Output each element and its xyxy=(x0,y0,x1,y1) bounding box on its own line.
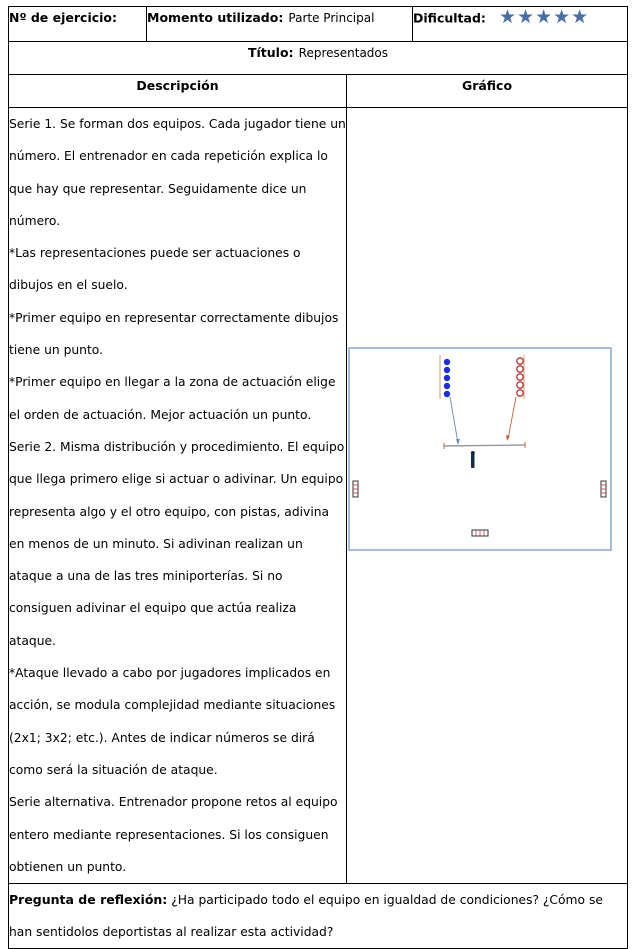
grafico-header xyxy=(347,75,628,108)
red-team xyxy=(517,355,524,399)
dificultad-label: Dificultad: xyxy=(413,10,486,26)
star-icon: ★★★★★ xyxy=(499,6,590,28)
reflection-row xyxy=(9,884,628,949)
blue-player xyxy=(444,367,450,373)
header-row xyxy=(9,7,628,42)
ejercicio-cell xyxy=(9,7,147,42)
description-paragraph: Serie 2. Misma distribución y procedimiento. El equipo que llega primero elige si actuar o adivinar. Un equipo representa algo y el otro equipo, con pistas, adivina en menos de un minuto. Si adivinan realizan un ataque a una de las tres miniporterías. Si no consiguen adivinar el equipo que actúa realiza ataque. xyxy=(9,439,345,648)
blue-player xyxy=(444,375,450,381)
reflection-label: Pregunta de reflexión: xyxy=(9,892,168,908)
reflection-text: ¿Ha participado todo el equipo en igualdad de condiciones? ¿Cómo se han sentidolos deportistas al realizar esta actividad? xyxy=(9,893,603,940)
blue-player xyxy=(444,359,450,365)
title-label: Título: xyxy=(247,45,294,60)
description-paragraph: *Ataque llevado a cabo por jugadores implicados en acción, se modula complejidad mediante situaciones (2x1; 3x2; etc.). Antes de indicar números se dirá como será la situación de ataque. xyxy=(9,666,336,777)
mini-goal-left-icon xyxy=(353,481,358,497)
red-player xyxy=(517,374,523,380)
red-player xyxy=(517,390,523,396)
momento-label: Momento utilizado: xyxy=(147,10,284,25)
column-header-row xyxy=(9,75,628,108)
mini-goal-bottom-icon xyxy=(472,530,488,536)
action-zone-line xyxy=(444,445,525,446)
momento-cell xyxy=(147,7,413,42)
title-cell xyxy=(9,42,628,75)
description-paragraph: Serie alternativa. Entrenador propone retos al equipo entero mediante representaciones. Si los consiguen obtienen un punto. xyxy=(9,795,338,874)
difficulty-stars-icon xyxy=(499,6,589,28)
red-player xyxy=(517,358,523,364)
red-player xyxy=(517,366,523,372)
description-paragraph: *Primer equipo en llegar a la zona de actuación elige el orden de actuación. Mejor actuación un punto. xyxy=(9,375,336,422)
description-cell xyxy=(9,108,347,884)
dificultad-cell xyxy=(413,7,628,42)
reflection-cell xyxy=(9,884,628,949)
title-row xyxy=(9,42,628,75)
blue-player xyxy=(444,383,450,389)
title-value: Representados xyxy=(298,46,389,60)
field-boundary xyxy=(349,348,611,550)
descripcion-header xyxy=(9,75,347,108)
field-diagram xyxy=(348,347,612,551)
ejercicio-label: Nº de ejercicio: xyxy=(9,10,118,25)
momento-value: Parte Principal xyxy=(288,11,375,25)
grafico-header-label: Gráfico xyxy=(461,78,513,93)
descripcion-header-label: Descripción xyxy=(136,78,219,93)
red-player xyxy=(517,382,523,388)
description-paragraph: Serie 1. Se forman dos equipos. Cada jugador tiene un número. El entrenador en cada repetición explica lo que hay que representar. Seguidamente dice un número. xyxy=(9,117,346,228)
description-paragraph: *Las representaciones puede ser actuaciones o dibujos en el suelo. xyxy=(9,246,301,293)
coach-icon xyxy=(471,451,475,468)
description-paragraph: *Primer equipo en representar correctamente dibujos tiene un punto. xyxy=(9,310,339,358)
mini-goal-right-icon xyxy=(601,481,606,497)
blue-player xyxy=(444,391,450,397)
